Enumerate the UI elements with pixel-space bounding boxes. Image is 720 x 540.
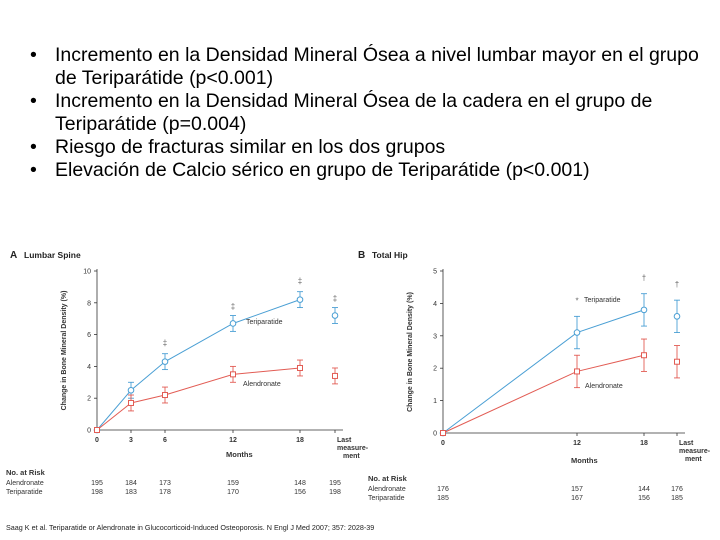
panel-letter: A — [10, 250, 18, 261]
risk-value: 148 — [294, 480, 306, 487]
y-tick-label: 10 — [83, 268, 91, 276]
figure-panels — [0, 240, 720, 520]
series-line-alendronate — [443, 355, 644, 433]
x-tick-label-last: Last — [337, 437, 352, 444]
y-tick-label: 0 — [87, 427, 91, 435]
x-tick-label-last: ment — [685, 456, 702, 463]
panel-title: Lumbar Spine — [24, 250, 81, 260]
bullet-text: Incremento en la Densidad Mineral Ósea de la cadera en el grupo de Teriparátide (p=0.004) — [55, 90, 653, 135]
data-point-alendronate — [298, 365, 303, 370]
x-tick-label: 3 — [129, 437, 133, 444]
y-axis-label: Change in Bone Mineral Density (%) — [407, 292, 414, 412]
x-tick-label-last: ment — [343, 453, 360, 460]
x-tick-label-last: Last — [679, 440, 694, 447]
risk-row-label: Alendronate — [6, 480, 44, 487]
data-point-alendronate — [129, 400, 134, 405]
significance-marker: ‡ — [332, 294, 338, 304]
x-axis-label: Months — [571, 456, 598, 465]
bullet-item — [28, 90, 708, 136]
risk-value: 185 — [671, 495, 683, 502]
risk-value: 198 — [329, 489, 341, 496]
bullet-dot-icon: • — [30, 159, 37, 181]
significance-marker: † — [674, 280, 680, 290]
x-tick-label: 18 — [296, 437, 304, 444]
risk-value: 173 — [159, 480, 171, 487]
y-tick-label: 6 — [87, 332, 91, 340]
y-tick-label: 4 — [433, 300, 437, 308]
x-tick-label: 12 — [229, 437, 237, 444]
risk-value: 183 — [125, 489, 137, 496]
y-axis-label: Change in Bone Mineral Density (%) — [61, 290, 68, 411]
bullet-text: Riesgo de fracturas similar en los dos grupos — [55, 136, 446, 158]
citation: Saag K et al. Teriparatide or Alendronate in Glucocorticoid-Induced Osteoporosis. N Engl J Med 2007; 357: 2028-39 — [6, 523, 375, 532]
risk-value: 178 — [159, 489, 171, 496]
risk-value: 195 — [91, 480, 103, 487]
series-label-teriparatide: Teriparatide — [584, 297, 621, 304]
y-tick-label: 5 — [433, 268, 437, 276]
risk-value: 176 — [671, 486, 683, 493]
panel-letter: B — [358, 250, 366, 261]
data-point-alendronate — [95, 428, 100, 433]
risk-row-label: Teriparatide — [6, 489, 43, 496]
risk-value: 170 — [227, 489, 239, 496]
risk-value: 156 — [638, 495, 650, 502]
y-tick-label: 4 — [87, 363, 91, 371]
panel-title: Total Hip — [372, 250, 408, 260]
data-point-alendronate — [333, 373, 338, 378]
significance-marker: ‡ — [230, 302, 236, 312]
risk-row-label: Alendronate — [368, 486, 406, 493]
y-tick-label: 8 — [87, 300, 91, 308]
risk-value: 144 — [638, 486, 650, 493]
risk-row-label: Teriparatide — [368, 495, 405, 502]
risk-value: 185 — [437, 495, 449, 502]
bullet-item — [28, 159, 708, 182]
y-tick-label: 0 — [433, 430, 437, 438]
bullet-dot-icon: • — [30, 44, 37, 66]
data-point-alendronate — [642, 353, 647, 358]
bullet-dot-icon: • — [30, 136, 37, 158]
significance-marker: ‡ — [297, 276, 303, 286]
risk-title: No. at Risk — [6, 468, 45, 477]
data-point-teriparatide — [297, 297, 303, 303]
bullet-item — [28, 136, 708, 159]
risk-value: 167 — [571, 495, 583, 502]
y-tick-label: 3 — [433, 333, 437, 341]
series-label-alendronate: Alendronate — [243, 381, 281, 388]
y-tick-label: 2 — [433, 365, 437, 373]
data-point-teriparatide — [574, 330, 580, 336]
bullet-text: Incremento en la Densidad Mineral Ósea a nivel lumbar mayor en el grupo de Teriparátide (p<0.001) — [55, 44, 699, 89]
data-point-teriparatide — [230, 321, 236, 327]
data-point-alendronate — [441, 431, 446, 436]
risk-value: 157 — [571, 486, 583, 493]
x-tick-label: 0 — [441, 440, 445, 447]
x-tick-label: 12 — [573, 440, 581, 447]
risk-value: 159 — [227, 480, 239, 487]
risk-value: 176 — [437, 486, 449, 493]
x-tick-label-last: measure- — [337, 445, 369, 452]
y-tick-label: 1 — [433, 398, 437, 406]
data-point-teriparatide — [128, 387, 134, 393]
data-point-alendronate — [163, 393, 168, 398]
risk-value: 184 — [125, 480, 137, 487]
series-line-alendronate — [97, 368, 300, 430]
data-point-teriparatide — [641, 307, 647, 313]
data-point-alendronate — [575, 369, 580, 374]
bullet-list — [28, 44, 708, 182]
x-axis-label: Months — [226, 450, 253, 459]
risk-title: No. at Risk — [368, 474, 407, 483]
series-label-alendronate: Alendronate — [585, 383, 623, 390]
data-point-teriparatide — [332, 313, 338, 319]
risk-value: 156 — [294, 489, 306, 496]
significance-marker: * — [575, 296, 579, 306]
y-tick-label: 2 — [87, 395, 91, 403]
x-tick-label: 6 — [163, 437, 167, 444]
risk-value: 195 — [329, 480, 341, 487]
x-tick-label-last: measure- — [679, 448, 711, 455]
significance-marker: ‡ — [162, 338, 168, 348]
significance-marker: † — [641, 273, 647, 283]
series-line-teriparatide — [443, 310, 644, 433]
series-label-teriparatide: Teriparatide — [246, 319, 283, 326]
x-tick-label: 0 — [95, 437, 99, 444]
data-point-alendronate — [675, 359, 680, 364]
bullet-dot-icon: • — [30, 90, 37, 112]
data-point-teriparatide — [162, 359, 168, 365]
x-tick-label: 18 — [640, 440, 648, 447]
data-point-alendronate — [231, 372, 236, 377]
bullet-item — [28, 44, 708, 90]
data-point-teriparatide — [674, 314, 680, 320]
bullet-text: Elevación de Calcio sérico en grupo de Teriparátide (p<0.001) — [55, 159, 590, 181]
risk-value: 198 — [91, 489, 103, 496]
